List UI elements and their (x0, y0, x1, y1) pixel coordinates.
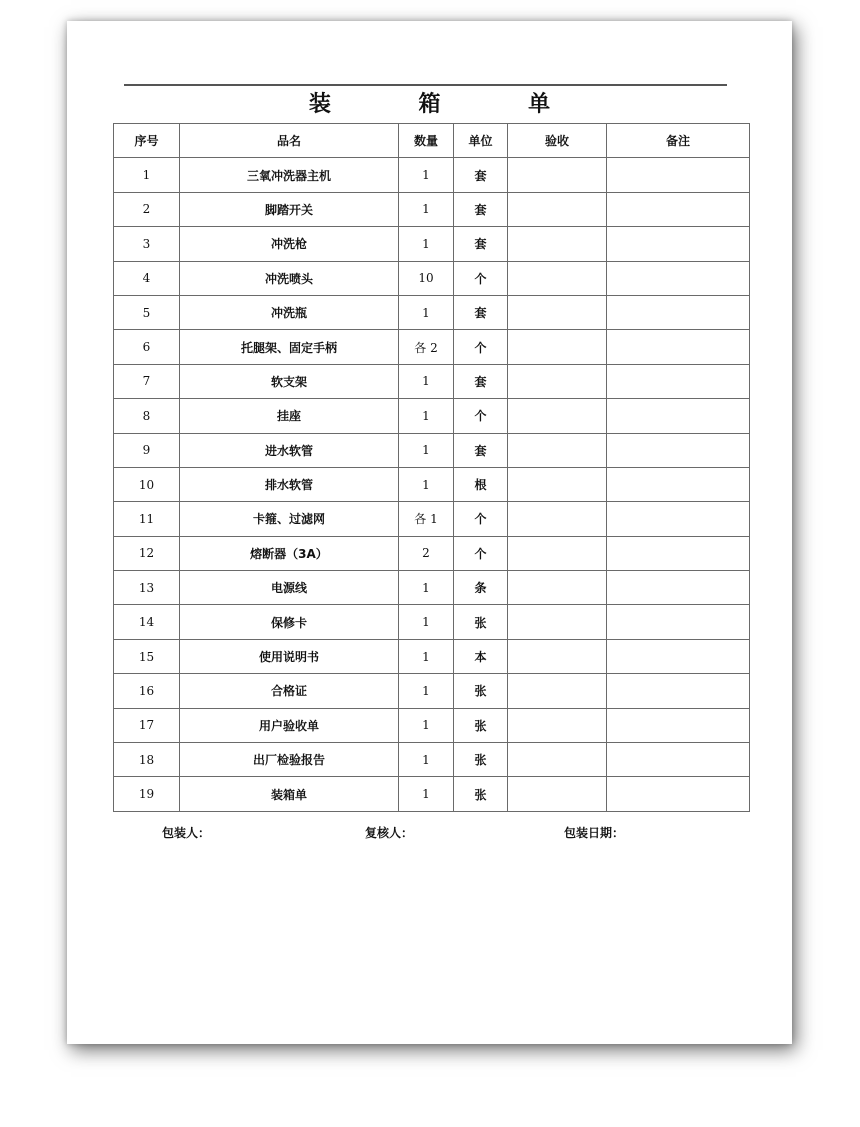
cell-index: 11 (114, 502, 180, 536)
cell-index: 15 (114, 639, 180, 673)
table-row (114, 364, 750, 398)
cell-check (508, 330, 607, 364)
cell-item-name: 冲洗枪 (180, 227, 399, 261)
cell-unit: 套 (454, 192, 508, 226)
cell-check (508, 158, 607, 192)
table-row (114, 674, 750, 708)
cell-quantity: 1 (399, 158, 454, 192)
cell-check (508, 467, 607, 501)
cell-quantity: 1 (399, 467, 454, 501)
cell-item-name: 排水软管 (180, 467, 399, 501)
cell-quantity: 1 (399, 639, 454, 673)
cell-unit: 条 (454, 571, 508, 605)
header-name: 品名 (180, 124, 399, 158)
cell-remark (607, 192, 750, 226)
cell-item-name: 冲洗瓶 (180, 295, 399, 329)
cell-item-name: 卡箍、过滤网 (180, 502, 399, 536)
cell-check (508, 571, 607, 605)
cell-remark (607, 330, 750, 364)
cell-remark (607, 502, 750, 536)
cell-check (508, 605, 607, 639)
table-row (114, 399, 750, 433)
cell-check (508, 536, 607, 570)
table-row (114, 158, 750, 192)
cell-index: 2 (114, 192, 180, 226)
cell-check (508, 708, 607, 742)
table-row (114, 777, 750, 811)
cell-item-name: 保修卡 (180, 605, 399, 639)
cell-quantity: 1 (399, 433, 454, 467)
cell-item-name: 出厂检验报告 (180, 743, 399, 777)
cell-check (508, 639, 607, 673)
cell-index: 5 (114, 295, 180, 329)
cell-index: 7 (114, 364, 180, 398)
reviewer-label: 复核人： (365, 826, 414, 840)
cell-quantity: 1 (399, 605, 454, 639)
cell-quantity: 1 (399, 571, 454, 605)
cell-unit: 张 (454, 743, 508, 777)
header-unit: 单位 (454, 124, 508, 158)
table-row (114, 502, 750, 536)
cell-index: 14 (114, 605, 180, 639)
cell-remark (607, 536, 750, 570)
table-row (114, 467, 750, 501)
cell-check (508, 399, 607, 433)
cell-quantity: 1 (399, 227, 454, 261)
header-check: 验收 (508, 124, 607, 158)
document-page (67, 21, 792, 1044)
table-row (114, 295, 750, 329)
cell-index: 3 (114, 227, 180, 261)
cell-quantity: 1 (399, 743, 454, 777)
cell-unit: 张 (454, 708, 508, 742)
table-row (114, 605, 750, 639)
cell-remark (607, 605, 750, 639)
cell-unit: 张 (454, 777, 508, 811)
header-rule (124, 84, 727, 86)
cell-remark (607, 433, 750, 467)
cell-remark (607, 227, 750, 261)
cell-quantity: 1 (399, 364, 454, 398)
cell-check (508, 364, 607, 398)
cell-item-name: 脚踏开关 (180, 192, 399, 226)
cell-item-name: 用户验收单 (180, 708, 399, 742)
cell-unit: 个 (454, 261, 508, 295)
cell-item-name: 电源线 (180, 571, 399, 605)
cell-check (508, 674, 607, 708)
cell-index: 19 (114, 777, 180, 811)
cell-remark (607, 777, 750, 811)
table-row (114, 743, 750, 777)
cell-unit: 张 (454, 674, 508, 708)
cell-unit: 本 (454, 639, 508, 673)
cell-check (508, 227, 607, 261)
table-row (114, 571, 750, 605)
cell-quantity: 1 (399, 777, 454, 811)
table-row (114, 192, 750, 226)
cell-quantity: 1 (399, 399, 454, 433)
cell-unit: 套 (454, 227, 508, 261)
cell-item-name: 冲洗喷头 (180, 261, 399, 295)
cell-remark (607, 708, 750, 742)
cell-quantity: 1 (399, 295, 454, 329)
cell-unit: 套 (454, 433, 508, 467)
header-remark: 备注 (607, 124, 750, 158)
cell-index: 18 (114, 743, 180, 777)
cell-item-name: 合格证 (180, 674, 399, 708)
cell-quantity: 1 (399, 708, 454, 742)
cell-remark (607, 399, 750, 433)
table-row (114, 708, 750, 742)
cell-quantity: 1 (399, 674, 454, 708)
cell-quantity: 1 (399, 192, 454, 226)
cell-index: 8 (114, 399, 180, 433)
table-row (114, 536, 750, 570)
table-row (114, 639, 750, 673)
cell-unit: 个 (454, 330, 508, 364)
packer-label: 包装人： (162, 826, 211, 840)
cell-check (508, 433, 607, 467)
cell-unit: 套 (454, 158, 508, 192)
pack-date-label: 包装日期： (564, 826, 625, 840)
cell-unit: 根 (454, 467, 508, 501)
cell-remark (607, 261, 750, 295)
cell-item-name: 进水软管 (180, 433, 399, 467)
document-title: 装 箱 单 (308, 92, 591, 117)
cell-quantity: 各 2 (399, 330, 454, 364)
cell-quantity: 2 (399, 536, 454, 570)
cell-check (508, 743, 607, 777)
cell-quantity: 10 (399, 261, 454, 295)
table-row (114, 261, 750, 295)
cell-item-name: 装箱单 (180, 777, 399, 811)
cell-remark (607, 639, 750, 673)
cell-remark (607, 364, 750, 398)
cell-remark (607, 158, 750, 192)
cell-remark (607, 743, 750, 777)
table-row (114, 433, 750, 467)
table-row (114, 227, 750, 261)
cell-check (508, 502, 607, 536)
cell-item-name: 熔断器（3A） (180, 536, 399, 570)
cell-index: 13 (114, 571, 180, 605)
cell-check (508, 777, 607, 811)
cell-index: 17 (114, 708, 180, 742)
cell-unit: 个 (454, 536, 508, 570)
cell-index: 16 (114, 674, 180, 708)
cell-item-name: 托腿架、固定手柄 (180, 330, 399, 364)
header-index: 序号 (114, 124, 180, 158)
cell-item-name: 挂座 (180, 399, 399, 433)
table-row (114, 330, 750, 364)
cell-unit: 个 (454, 502, 508, 536)
cell-index: 9 (114, 433, 180, 467)
cell-remark (607, 571, 750, 605)
cell-index: 6 (114, 330, 180, 364)
cell-unit: 张 (454, 605, 508, 639)
cell-check (508, 261, 607, 295)
cell-remark (607, 295, 750, 329)
cell-quantity: 各 1 (399, 502, 454, 536)
cell-unit: 套 (454, 295, 508, 329)
cell-check (508, 192, 607, 226)
packing-list-table (113, 123, 750, 812)
table-header-row (114, 124, 750, 158)
cell-item-name: 使用说明书 (180, 639, 399, 673)
header-quantity: 数量 (399, 124, 454, 158)
cell-index: 12 (114, 536, 180, 570)
cell-index: 1 (114, 158, 180, 192)
cell-check (508, 295, 607, 329)
cell-unit: 个 (454, 399, 508, 433)
cell-unit: 套 (454, 364, 508, 398)
cell-item-name: 三氧冲洗器主机 (180, 158, 399, 192)
cell-index: 4 (114, 261, 180, 295)
cell-remark (607, 674, 750, 708)
cell-item-name: 软支架 (180, 364, 399, 398)
cell-remark (607, 467, 750, 501)
cell-index: 10 (114, 467, 180, 501)
